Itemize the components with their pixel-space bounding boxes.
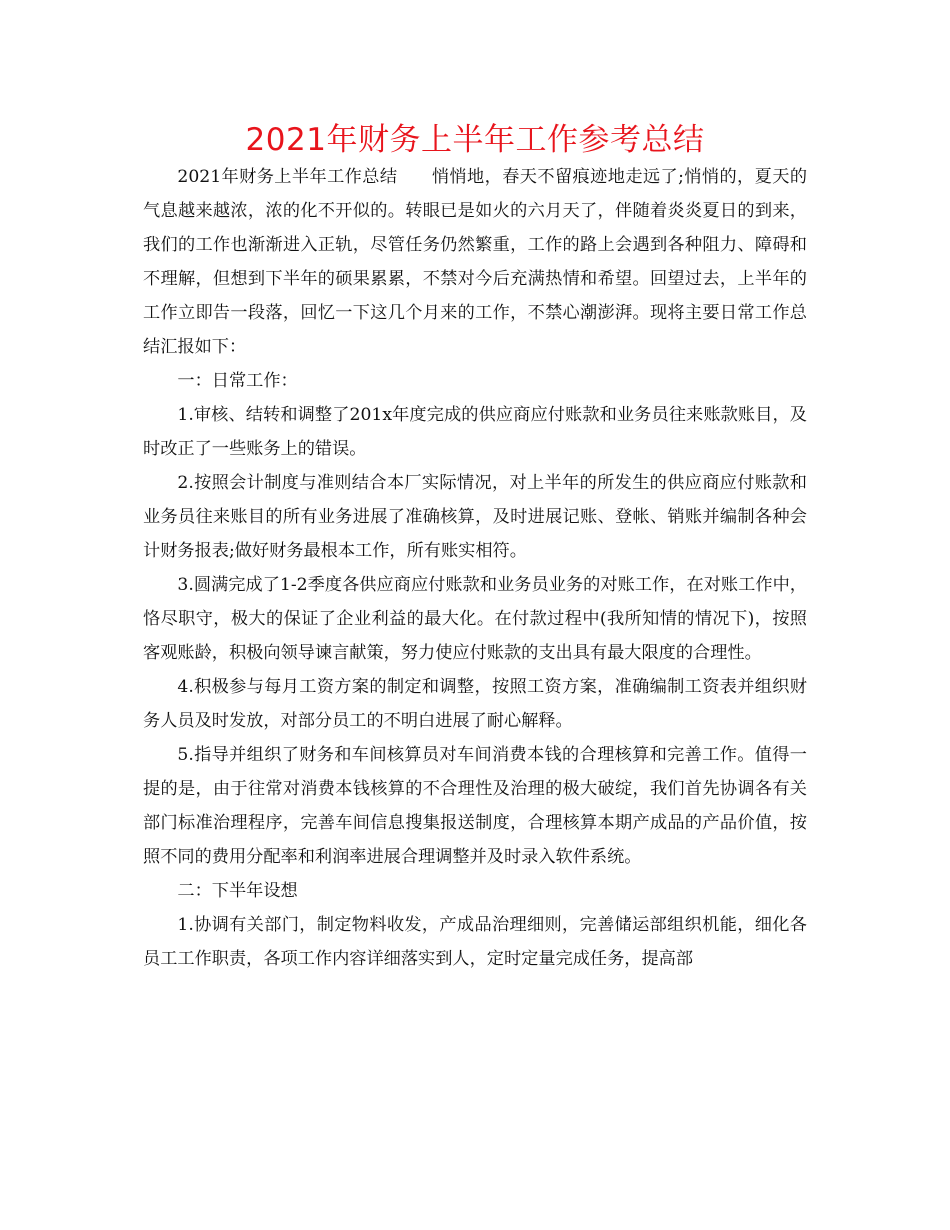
intro-paragraph [143,160,807,364]
list-item-5: 5.指导并组织了财务和车间核算员对车间消费本钱的合理核算和完善工作。值得一提的是，由于往常对消费本钱核算的不合理性及治理的极大破绽，我们首先协调各有关部门标准治理程序，完善车间信息搜集报送制度，合理核算本期产成品的产品价值，按照不同的费用分配率和利润率进展合理调整并及时录入软件系统。 [143,745,807,867]
intro-lead: 2021年财务上半年工作总结 [177,167,398,187]
list-item-4: 4.积极参与每月工资方案的制定和调整，按照工资方案，准确编制工资表并组织财务人员及时发放，对部分员工的不明白进展了耐心解释。 [143,677,807,731]
list-item-1: 1.审核、结转和调整了201x年度完成的供应商应付账款和业务员往来账款账目，及时改正了一些账务上的错误。 [143,405,807,459]
plan-item-1: 1.协调有关部门，制定物料收发，产成品治理细则，完善储运部组织机能，细化各员工工作职责，各项工作内容详细落实到人，定时定量完成任务，提高部 [143,915,807,969]
intro-body: 悄悄地，春天不留痕迹地走远了;悄悄的，夏天的气息越来越浓，浓的化不开似的。转眼已是如火的六月天了，伴随着炎炎夏日的到来，我们的工作也渐渐进入正轨，尽管任务仍然繁重，工作的路上会遇到各种阻力、障碍和不理解，但想到下半年的硕果累累，不禁对今后充满热情和希望。回望过去，上半年的工作立即告一段落，回忆一下这几个月来的工作，不禁心潮澎湃。现将主要日常工作总结汇报如下： [143,167,808,357]
list-item-2: 2.按照会计制度与准则结合本厂实际情况，对上半年的所发生的供应商应付账款和业务员往来账目的所有业务进展了准确核算，及时进展记账、登帐、销账并编制各种会计财务报表;做好财务最根本工作，所有账实相符。 [143,473,807,561]
list-item-3: 3.圆满完成了1-2季度各供应商应付账款和业务员业务的对账工作，在对账工作中，恪尽职守，极大的保证了企业利益的最大化。在付款过程中(我所知情的情况下)，按照客观账龄，积极向领导谏言献策，努力使应付账款的支出具有最大限度的合理性。 [143,575,807,663]
section-heading-second-half-plan: 二：下半年设想 [177,881,298,901]
document-body [143,160,807,976]
document-title: 2021年财务上半年工作参考总结 [245,122,705,158]
section-heading-daily-work: 一：日常工作： [177,371,298,391]
